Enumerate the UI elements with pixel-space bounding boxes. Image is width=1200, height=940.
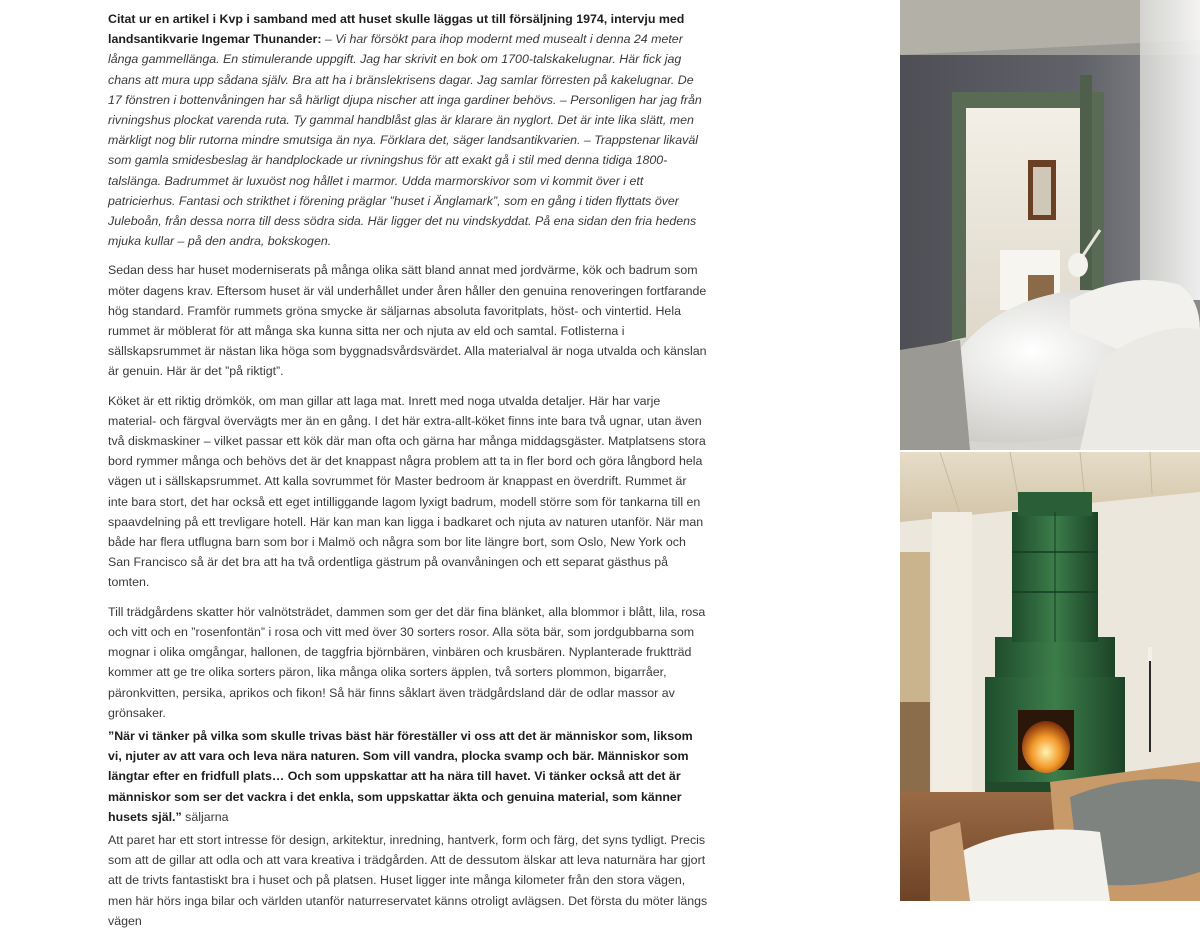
intro-heading: Citat ur en artikel i Kvp i samband med att huset skulle läggas ut till försäljning 1974, intervju med landsantikvarie Ingemar Thunander: xyxy=(108,12,685,47)
seller-quote-text: ”När vi tänker på vilka som skulle trivas bäst här föreställer vi oss att det är människor som, liksom vi, njuter av att vara och leva nära naturen. Som vill vandra, plocka svamp och bär. Människor som längtar efter en fridfull plats… Och som uppskattar att ha nära till havet. Vi tänker också att det är människor som ser det vackra i det enkla, som uppskattar äkta och genuina material, som känner husets själ.” xyxy=(108,728,693,824)
paragraph-design: Att paret har ett stort intresse för design, arkitektur, inredning, hantverk, form och färg, det syns tydligt. Precis som att de gillar att odla och att vara kreativa i trädgården. Att de dessutom älskar att leva naturnära har gjort att de trivts fantastiskt bra i huset och på platsen. Huset ligger inte många kilometer från den stora vägen, men här hörs inga bilar och världen utanför naturreservatet känns otroligt avlägsen. Det första du möter längs vägen xyxy=(108,832,708,928)
paragraph-garden: Till trädgårdens skatter hör valnötsträdet, dammen som ger det där fina blänket, alla blommor i blått, lila, rosa och vitt och en ”rosenfontän” i rosa och vitt med över 30 sorters rosor. Alla söta bär, som jordgubbarna som mognar i olika omgångar, hallonen, de taggfria björnbären, vinbären och krusbären. Nyplanterade fruktträd kommer att ge tre olika sorters päron, lika många olika sorters äpplen, två sorters plommon, bigarråer, päronkvitten, persika, aprikos och fikon! Så här finns såklart även trädgårdsland där de odlar massor av grönsaker. xyxy=(108,604,706,720)
intro-paragraph xyxy=(108,9,708,251)
article-text xyxy=(108,9,708,940)
paragraph-modernisation: Sedan dess har huset moderniserats på många olika sätt bland annat med jordvärme, kök och badrum som möter dagens krav. Eftersom huset är väl underhållet under åren håller den genuina renoveringen fortfarande hög standard. Framför rummets gröna smycke är säljarnas absoluta favoritplats, höst- och vintertid. Hela rummet är möblerat för att många ska kunna sitta ner och njuta av eld och samtal. Fotlisterna i sällskapsrummet är nästan lika höga som byggnadsvårdsvärdet. Alla materialval är noga utvalda och känslan är genuin. Här är det ”på riktigt”. xyxy=(108,263,707,379)
paragraph-kitchen: Köket är ett riktig drömkök, om man gillar att laga mat. Inrett med noga utvalda detaljer. Här har varje material- och färgval övervägts mer än en gång. I det här extra-allt-köket finns inte bara två ugnar, utan även två diskmaskiner – vilket passar ett kök där man ofta och gärna har många middagsgäster. Matplatsens stora bord rymmer många och behövs det är det knappast några problem att ta in fler bord och göra långbord hela vägen ut i sällskapsrummet. Att kalla sovrummet för Master bedroom är knappast en överdrift. Rummet är inte bara stort, det har också ett eget intilliggande lagom lyxigt badrum, modell större som för tankarna till en spaavdelning på ett trevligare hotell. Här kan man kan ligga i badkaret och njuta av naturen utanför. När man både har flera utflugna barn som bor i Malmö och några som bor lite längre bort, som Oslo, New York och San Francisco så är det bra att ha två ordentliga gästrum på ovanvåningen och ett separat gästhus på tomten. xyxy=(108,393,706,590)
seller-attribution: säljarna xyxy=(181,809,229,824)
tiled-stove-photo xyxy=(900,452,1200,901)
intro-quote: – Vi har försökt para ihop modernt med musealt i denna 24 meter långa gammellänga. En stimulerande uppgift. Jag har skrivit en bok om 1700-talskakelugnar. Här fick jag chans att mura upp sådana själv. Bra att ha i bränslekrisens dagar. Jag samlar förresten på kakelugnar. De 17 fönstren i bottenvåningen har så härligt djupa nischer att inga gardiner behövs. – Personligen har jag från rivningshus plockat varenda ruta. Ty gammal handblåst glas är klarare än nyglort. Det är inte lika slätt, men märkligt nog blir rutorna mindre smutsiga än nya. Förklara det, säger landsantikvarien. – Trappstenar likaväl som gamla smidesbeslag är handplockade ur rivningshus för att exakt gå i stil med denna tidiga 1800-talslänga. Badrummet är luxuöst nog hållet i marmor. Udda marmorskivor som vi kommit över i ett patricierhus. Fantasi och strikthet i förening präglar ”huset i Änglamark”, som en gång i tiden flyttats över Juleboån, från dessa norra till dess södra sida. Här ligger det nu vindskyddat. På ena sidan den fria hedens mjuka kullar – på den andra, bokskogen. xyxy=(108,32,702,249)
bedroom-photo xyxy=(900,0,1200,450)
seller-quote xyxy=(108,726,708,827)
